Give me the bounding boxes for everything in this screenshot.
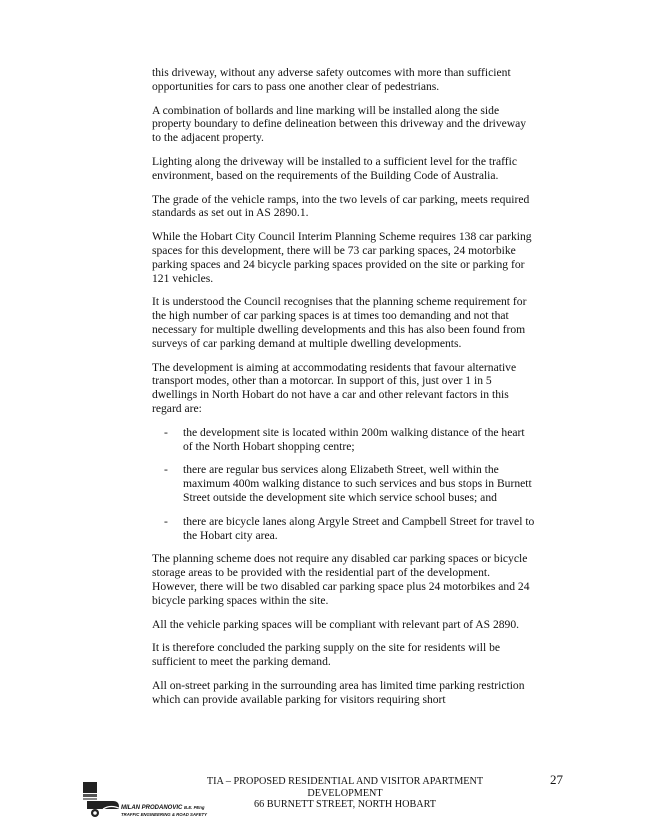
logo-name: MILAN PRODANOVIC — [121, 805, 183, 811]
paragraph: The planning scheme does not require any disabled car parking spaces or bicycle storage areas to be provided with the residential part of the development. However, there will be two disabled car parking space plus 24 motorbikes and 24 bicycle parking spaces within the site. — [152, 552, 530, 607]
logo-mark-icon — [83, 782, 123, 822]
body-text — [152, 66, 537, 716]
page-footer — [0, 770, 647, 836]
paragraph: While the Hobart City Council Interim Planning Scheme requires 138 car parking spaces for this development, there will be 73 car parking spaces, 24 motorbike parking spaces and 24 bicycle parking spaces provided on the site or parking for 121 vehicles. — [152, 230, 532, 285]
bullet-dash: - — [164, 425, 168, 439]
footer-title — [195, 776, 495, 811]
paragraph: The development is aiming at accommodating residents that favour alternative transport modes, other than a motorcar. In support of this, just over 1 in 5 dwellings in North Hobart do not have a car and other relevant factors in this regard are: — [152, 360, 517, 415]
paragraph: this driveway, without any adverse safety outcomes with more than sufficient opportunities for cars to pass one another clear of pedestrians. — [152, 66, 511, 93]
bullet-dash: - — [164, 463, 168, 477]
list-item-text: the development site is located within 200m walking distance of the heart of the North Hobart shopping centre; — [183, 425, 525, 453]
paragraph: It is therefore concluded the parking supply on the site for residents will be sufficient to meet the parking demand. — [152, 641, 501, 669]
paragraph: A combination of bollards and line marking will be installed along the side property boundary to define delineation between this driveway and the driveway to the adjacent property. — [152, 103, 527, 145]
factor-list — [152, 426, 537, 543]
paragraph: The grade of the vehicle ramps, into the two levels of car parking, meets required standards as set out in AS 2890.1. — [152, 192, 530, 220]
paragraph: All the vehicle parking spaces will be compliant with relevant part of AS 2890. — [152, 617, 520, 631]
list-item — [152, 515, 537, 543]
list-item-text: there are regular bus services along Elizabeth Street, well within the maximum 400m walking distance to such services and bus stops in Burnett Street outside the development site which service school buses; and — [183, 463, 532, 504]
logo-tagline: TRAFFIC ENGINEERING & ROAD SAFETY — [121, 811, 207, 817]
paragraph: Lighting along the driveway will be installed to a sufficient level for the traffic environment, based on the requirements of the Building Code of Australia. — [152, 154, 517, 182]
footer-line: TIA – PROPOSED RESIDENTIAL AND VISITOR APARTMENT — [206, 776, 484, 787]
footer-line: DEVELOPMENT — [307, 787, 383, 799]
footer-line: 66 BURNETT STREET, NORTH HOBART — [253, 799, 437, 811]
list-item — [152, 426, 537, 454]
list-item-text: there are bicycle lanes along Argyle Street and Campbell Street for travel to the Hobart city area. — [183, 514, 535, 542]
paragraph: It is understood the Council recognises that the planning scheme requirement for the high number of car parking spaces is at times too demanding and not that necessary for multiple dwelling developments and this has also been found from surveys of car parking demand at multiple dwelling developments. — [152, 295, 527, 350]
list-item — [152, 463, 537, 504]
bullet-dash: - — [164, 514, 168, 528]
logo-degree: B.E. PEng — [184, 805, 205, 810]
paragraph: All on-street parking in the surrounding area has limited time parking restriction which can provide available parking for visitors requiring short — [152, 678, 525, 706]
page-number: 27 — [550, 772, 563, 787]
